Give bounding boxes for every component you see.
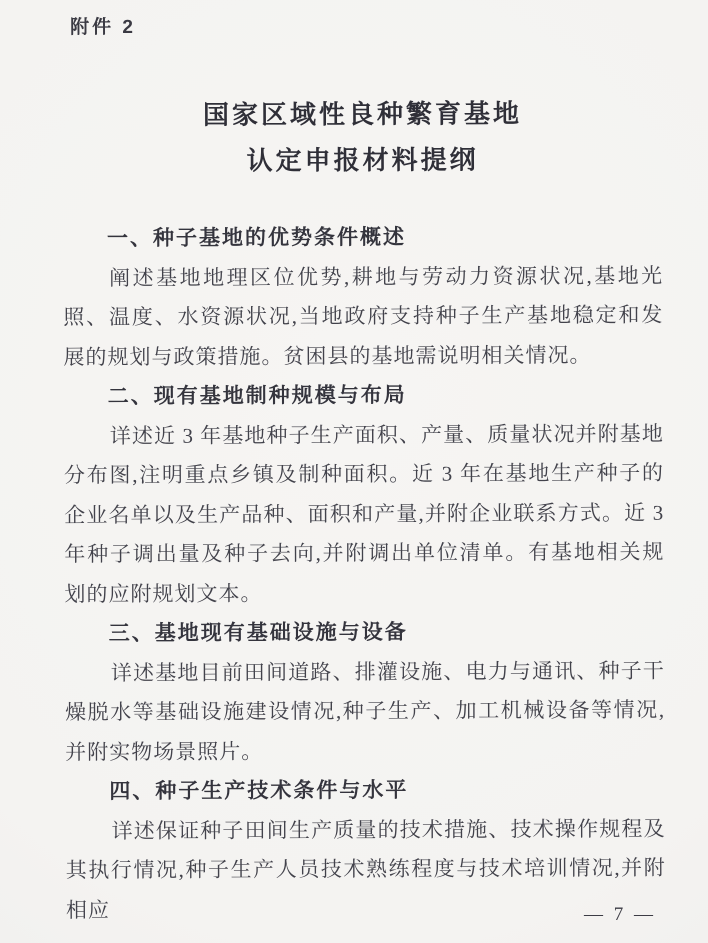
section-4-heading: 四、种子生产技术条件与水平 bbox=[109, 778, 409, 804]
document-title bbox=[62, 91, 662, 186]
section-4-body: 详述保证种子田间生产质量的技术措施、技术操作规程及其执行情况,种子生产人员技术熟练程度与技术培训情况,并附相应 bbox=[65, 816, 666, 922]
document-title-line1: 国家区域性良种繁育基地 bbox=[202, 99, 523, 130]
section-3-heading: 三、基地现有基础设施与设备 bbox=[108, 620, 408, 646]
section-1-body: 阐述基地地理区位优势,耕地与劳动力资源状况,基地光照、温度、水资源状况,当地政府支持种子生产基地稳定和发展的规划与政策措施。贫困县的基地需说明相关情况。 bbox=[63, 263, 664, 369]
section-4 bbox=[65, 770, 666, 931]
section-3-body: 详述基地目前田间道路、排灌设施、电力与通讯、种子干燥脱水等基础设施建设情况,种子生产、加工机械设备等情况,并附实物场景照片。 bbox=[64, 658, 666, 764]
section-2-heading: 二、现有基地制种规模与布局 bbox=[107, 383, 407, 409]
document-title-line2: 认定申报材料提纲 bbox=[246, 145, 479, 176]
attachment-label: 附件 2 bbox=[70, 16, 136, 39]
section-1-heading: 一、种子基地的优势条件概述 bbox=[106, 225, 407, 251]
document-sections bbox=[63, 217, 666, 931]
section-2-body: 详述近 3 年基地种子生产面积、产量、质量状况并附基地分布图,注明重点乡镇及制种面积。近 3 年在基地生产种子的企业名单以及生产品种、面积和产量,并附企业联系方式。近 3 年种子调出量及种子去向,并附调出单位清单。有基地相关规划的应附规划文本。 bbox=[63, 421, 665, 606]
section-2 bbox=[64, 375, 665, 615]
section-3 bbox=[65, 612, 666, 773]
section-1 bbox=[63, 217, 664, 378]
document-content bbox=[62, 13, 666, 931]
page-number: — 7 — bbox=[584, 904, 656, 925]
